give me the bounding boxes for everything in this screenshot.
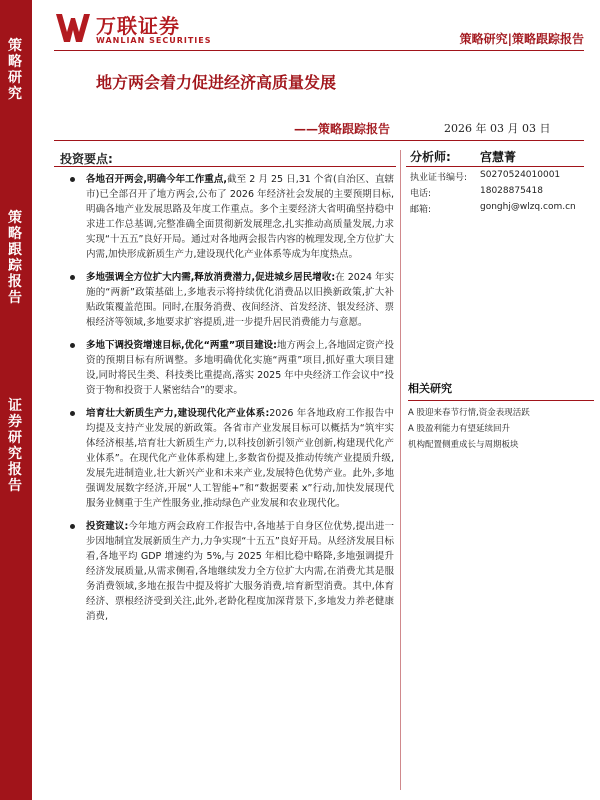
email-label: 邮箱: <box>410 205 432 215</box>
related-link[interactable]: A 股迎来春节行情,资金表现活跃 <box>408 408 530 418</box>
bullet-icon <box>70 411 75 416</box>
list-item <box>60 406 394 511</box>
point-text: 截至 2 月 25 日,31 个省(自治区、直辖市)已全部召开了地方两会,公布了 2026 年经济社会发展的主要预期目标,明确各地产业发展思路及年度工作重点。多个主要经济大省明确坚持稳中求进工作总基调,完整准确全面贯彻新发展理念,扎实推动高质量发展,力求实现“十五五”良好开局。通过对各地两会报告内容的梳理发现,全方位扩大内需,加快形成新质生产力,建设现代化产业体系等成为年度热点。 <box>86 174 395 260</box>
divider <box>406 166 584 167</box>
column-separator <box>400 150 401 790</box>
related-title: 相关研究 <box>408 382 452 395</box>
analyst-info <box>410 148 590 218</box>
point-text: 地方两会上,各地固定资产投资的预期目标有所调整。多地明确优化实施“两重”项目,抓好重大项目建设,同时将民生类、科技类比重提高,落实 2025 年中央经济工作会议中“投资于物和投资于人紧密结合”的要求。 <box>86 340 394 396</box>
section-heading: 投资要点: <box>60 152 113 166</box>
point-heading: 投资建议: <box>86 521 129 532</box>
logo-icon <box>54 10 92 46</box>
point-heading: 多地下调投资增速目标,优化“两重”项目建设: <box>86 340 277 351</box>
list-item <box>60 270 394 330</box>
bullet-icon <box>70 275 75 280</box>
related-link[interactable]: 机构配置侧重成长与周期板块 <box>408 440 519 450</box>
key-points <box>60 172 394 624</box>
sidebar <box>0 0 32 800</box>
email-link[interactable]: gonghj@wlzq.com.cn <box>480 202 576 212</box>
divider <box>54 140 584 141</box>
cert-label: 执业证书编号: <box>410 173 468 183</box>
sidebar-label-strategy: 策略研究 <box>8 38 22 102</box>
related-research <box>408 380 594 453</box>
cert-value: S0270524010001 <box>480 170 561 180</box>
bullet-icon <box>70 343 75 348</box>
divider <box>408 400 594 401</box>
report-subtitle: ——策略跟踪报告 <box>294 122 391 136</box>
divider <box>54 166 396 167</box>
list-item <box>60 172 394 262</box>
list-item <box>60 519 394 624</box>
brand-name: 万联证券 <box>96 14 180 38</box>
sidebar-label-research: 证券研究报告 <box>8 398 22 494</box>
analyst-name: 宫慧菁 <box>480 150 517 164</box>
phone-value: 18028875418 <box>480 186 543 196</box>
point-heading: 培育壮大新质生产力,建设现代化产业体系: <box>86 408 270 419</box>
report-category: 策略研究|策略跟踪报告 <box>459 32 584 46</box>
point-heading: 多地强调全方位扩大内需,释放消费潜力,促进城乡居民增收: <box>86 272 336 283</box>
bullet-icon <box>70 524 75 529</box>
point-text: 在 2024 年实施的“两新”政策基础上,多地表示将持续优化消费品以旧换新政策,扩大补贴政策覆盖范围。同时,在服务消费、夜间经济、首发经济、银发经济、票根经济等领域,多地要求扩容提质,进一步提升居民消费能力与意愿。 <box>86 272 394 328</box>
bullet-icon <box>70 177 75 182</box>
analyst-label: 分析师: <box>410 150 451 164</box>
report-date: 2026 年 03 月 03 日 <box>444 122 551 135</box>
point-text: 2026 年各地政府工作报告中均提及支持产业发展的新政策。各省市产业发展目标可以概括为“筑牢实体经济根基,培育壮大新质生产力,以科技创新引领产业创新,构建现代化产业体系”。在现代化产业体系构建上,多数省份提及推动传统产业提质升级,发展先进制造业,壮大新兴产业和未来产业,发展特色优势产业。此外,多地强调发展数字经济,开展“人工智能+”和“数据要素 x”行动,加快发展现代服务业侧重于生产性服务业,推动绿色产业发展和农业现代化。 <box>86 408 394 509</box>
page-title: 地方两会着力促进经济高质量发展 <box>96 73 337 92</box>
list-item <box>60 338 394 398</box>
divider <box>54 50 584 51</box>
brand-name-en: WANLIAN SECURITIES <box>96 36 212 45</box>
related-link[interactable]: A 股盈利能力有望延续回升 <box>408 424 511 434</box>
phone-label: 电话: <box>410 189 432 199</box>
point-heading: 各地召开两会,明确今年工作重点, <box>86 174 228 185</box>
sidebar-label-tracking: 策略跟踪报告 <box>8 210 22 306</box>
point-text: 今年地方两会政府工作报告中,各地基于自身区位优势,提出进一步因地制宜发展新质生产力,力争实现“十五五”良好开局。从经济发展目标看,各地平均 GDP 增速约为 5%,与 2025 年相比稳中略降,多地强调提升经济发展质量,从需求侧看,各地继续发力全方位扩大内需,在消费尤其是服务消费领域,多地在报告中提及将扩大服务消费,培育新型消费。其中,体育经济、票根经济受到关注,此外,老龄化程度加深背景下,多地发力养老健康消费, <box>86 521 394 622</box>
